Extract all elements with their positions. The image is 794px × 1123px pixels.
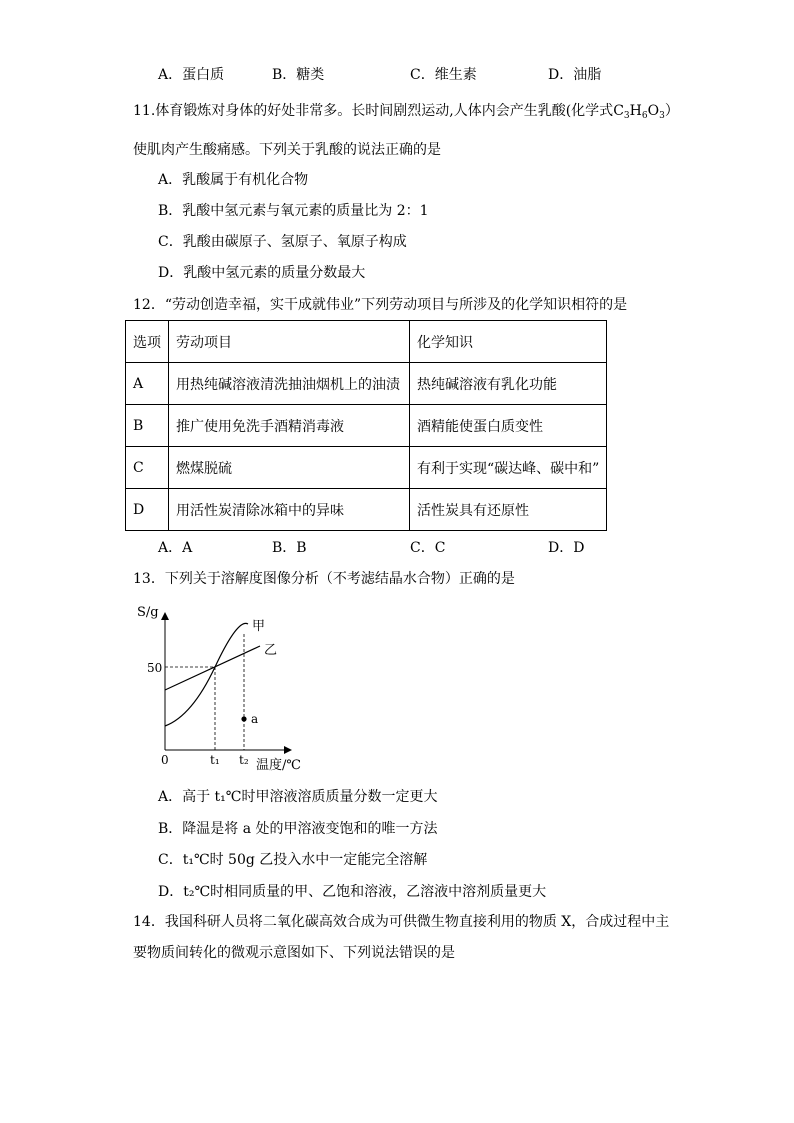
q11-option-b: B．乳酸中氢元素与氧元素的质量比为 2：1 [158, 203, 429, 219]
q12-table [125, 320, 607, 531]
q14-line1: 14．我国科研人员将二氧化碳高效合成为可供微生物直接利用的物质 X，合成过程中主 [133, 914, 670, 930]
table-header-row [126, 321, 607, 363]
q13-option-a: A．高于 t₁℃时甲溶液溶质质量分数一定更大 [158, 789, 438, 805]
q12-stem: 12．“劳动创造幸福，实干成就伟业”下列劳动项目与所涉及的化学知识相符的是 [133, 297, 628, 313]
q13-stem: 13．下列关于溶解度图像分析（不考滤结晶水合物）正确的是 [133, 571, 515, 587]
q11-stem-text: 11.体育锻炼对身体的好处非常多。长时间剧烈运动,人体内会产生乳酸(化学式 [133, 103, 614, 119]
q14-line2: 要物质间转化的微观示意图如下、下列说法错误的是 [133, 945, 455, 961]
table-row [126, 489, 607, 531]
table-cell: 用热纯碱溶液清洗抽油烟机上的油渍 [169, 363, 410, 405]
q10-option-d: D．油脂 [548, 67, 602, 83]
table-cell: 有利于实现“碳达峰、碳中和” [410, 447, 607, 489]
table-header-cell: 劳动项目 [169, 321, 410, 363]
table-cell: 热纯碱溶液有乳化功能 [410, 363, 607, 405]
q11-stem-line1: 11.体育锻炼对身体的好处非常多。长时间剧烈运动,人体内会产生乳酸(化学式$C_3H_6O_3$） [133, 103, 679, 121]
table-cell: 酒精能使蛋白质变性 [410, 405, 607, 447]
table-cell: A [126, 363, 169, 405]
table-cell: 用活性炭清除冰箱中的异味 [169, 489, 410, 531]
q10-option-c: C．维生素 [410, 67, 477, 83]
origin-label: 0 [161, 753, 169, 767]
x-tick-label-t1: t₁ [210, 753, 220, 767]
table-header-cell: 选项 [126, 321, 169, 363]
table-cell: 燃煤脱硫 [169, 447, 410, 489]
table-header-cell: 化学知识 [410, 321, 607, 363]
q12-option-d: D．D [548, 540, 585, 556]
solubility-chart [130, 598, 320, 778]
q13-option-d: D．t₂℃时相同质量的甲、乙饱和溶液，乙溶液中溶剂质量更大 [158, 884, 547, 900]
q13-option-c: C．t₁℃时 50g 乙投入水中一定能完全溶解 [158, 852, 428, 868]
table-cell: D [126, 489, 169, 531]
q10-option-b: B．糖类 [272, 67, 325, 83]
x-tick-label-t2: t₂ [239, 753, 249, 767]
table-row [126, 363, 607, 405]
q13-option-b: B．降温是将 a 处的甲溶液变饱和的唯一方法 [158, 821, 438, 837]
y-axis-label: S/g [137, 605, 159, 620]
table-row [126, 405, 607, 447]
point-a [241, 716, 246, 721]
q12-option-a: A．A [158, 540, 193, 556]
q11-option-a: A．乳酸属于有机化合物 [158, 172, 309, 188]
q11-formula-close: ） [664, 103, 679, 119]
series-yi-line [165, 646, 260, 690]
point-a-label: a [251, 712, 259, 726]
x-axis-label: 温度/℃ [256, 758, 301, 773]
series-label-jia: 甲 [252, 619, 266, 634]
table-row [126, 447, 607, 489]
q11-stem-line2: 使肌肉产生酸痛感。下列关于乳酸的说法正确的是 [133, 142, 441, 158]
q11-option-c: C．乳酸由碳原子、氢原子、氧原子构成 [158, 234, 407, 250]
series-jia-curve [165, 623, 248, 726]
table-cell: B [126, 405, 169, 447]
table-cell: 活性炭具有还原性 [410, 489, 607, 531]
series-label-yi: 乙 [264, 643, 278, 658]
table-cell: 推广使用免洗手酒精消毒液 [169, 405, 410, 447]
y-tick-label-50: 50 [147, 661, 163, 675]
q11-option-d: D．乳酸中氢元素的质量分数最大 [158, 265, 366, 281]
table-cell: C [126, 447, 169, 489]
q12-option-b: B．B [272, 540, 307, 556]
q12-option-c: C．C [410, 540, 446, 556]
q10-option-a: A．蛋白质 [158, 67, 225, 83]
